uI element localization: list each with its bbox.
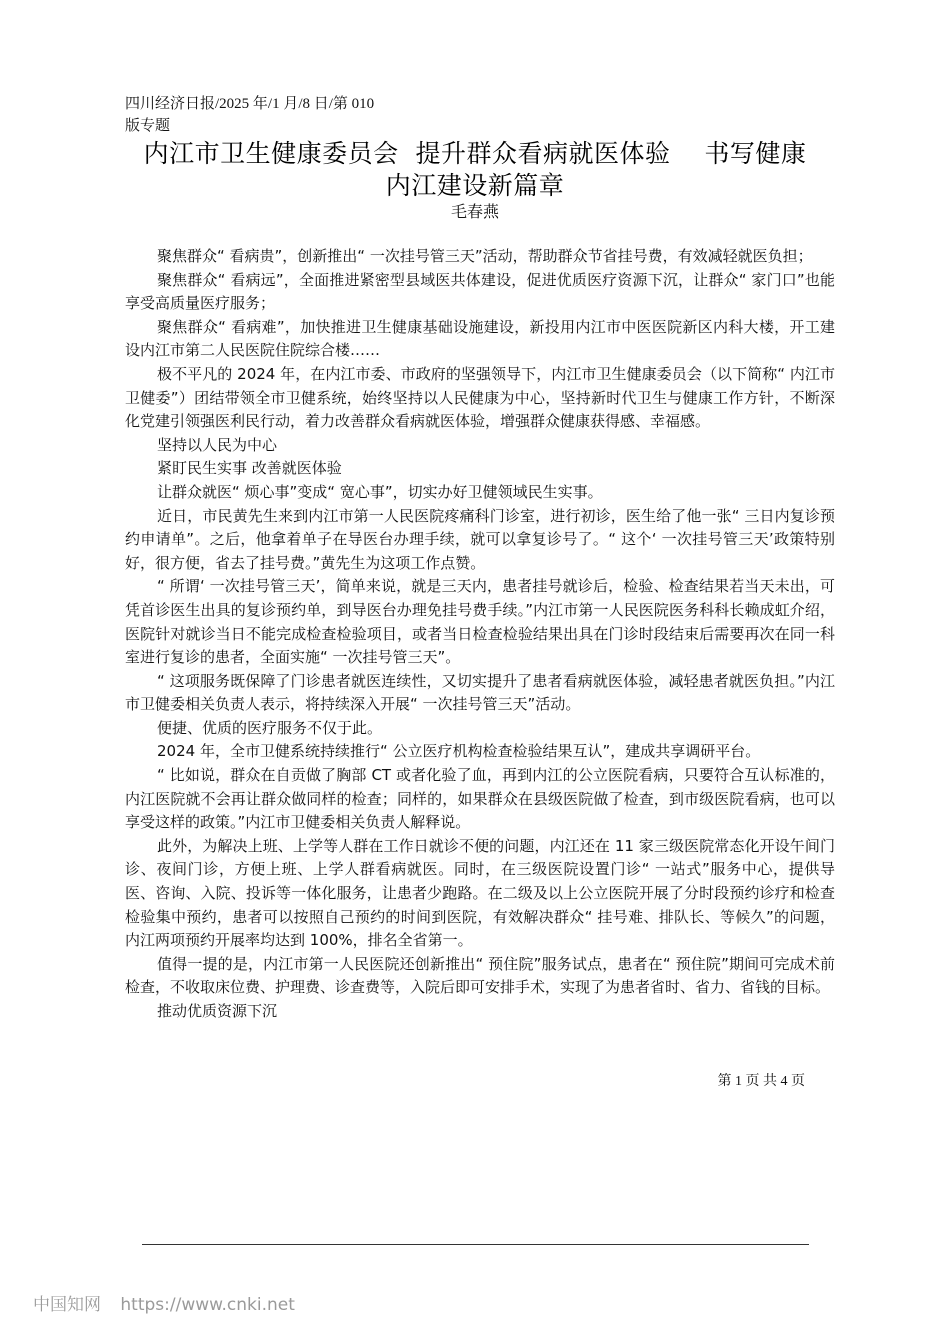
footer-divider bbox=[142, 1244, 809, 1245]
paragraph: 极不平凡的 2024 年，在内江市委、市政府的坚强领导下，内江市卫生健康委员会（以下简称“ 内江市卫健委”）团结带领全市卫健系统，始终坚持以人民健康为中心，坚持新时代卫生与健康工作方针，不断深化党建引领强医利民行动，着力改善群众看病就医体验，增强群众健康获得感、幸福感。 bbox=[125, 364, 835, 431]
title-line-2: 内江建设新篇章 bbox=[385, 171, 565, 200]
page-number: 第 1 页 共 4 页 bbox=[717, 1074, 805, 1089]
publication-source bbox=[125, 93, 425, 137]
section-heading: 坚持以人民为中心 bbox=[157, 435, 278, 454]
article-author: 毛春燕 bbox=[450, 202, 499, 221]
paragraph: 聚焦群众“ 看病难”，加快推进卫生健康基础设施建设，新投用内江市中医医院新区内科大楼，开工建设内江市第二人民医院住院综合楼…… bbox=[125, 317, 835, 360]
paragraph: 聚焦群众“ 看病贵”，创新推出“ 一次挂号管三天”活动，帮助群众节省挂号费，有效减轻就医负担； bbox=[157, 247, 813, 265]
source-line-2: 版专题 bbox=[125, 118, 171, 134]
article-title bbox=[120, 138, 830, 202]
paragraph: 近日，市民黄先生来到内江市第一人民医院疼痛科门诊室，进行初诊，医生给了他一张“ 三日内复诊预约申请单”。之后，他拿着单子在导医台办理手续，就可以拿复诊号了。“ 这个‘ 一次挂号管三天’政策特别好，很方便，省去了挂号费。”黄先生为这项工作点赞。 bbox=[125, 506, 835, 572]
paragraph: 值得一提的是，内江市第一人民医院还创新推出“ 预住院”服务试点，患者在“ 预住院”期间可完成术前检查，不收取床位费、护理费、诊查费等，入院后即可安排手术，实现了为患者省时、省力、省钱的目标。 bbox=[125, 954, 835, 997]
paragraph: “ 所谓‘ 一次挂号管三天’，简单来说，就是三天内，患者挂号就诊后，检验、检查结果若当天未出，可凭首诊医生出具的复诊预约单，到导医台办理免挂号费手续。”内江市第一人民医院医务科科长赖成虹介绍，医院针对就诊当日不能完成检查检验项目，或者当日检查检验结果出具在门诊时段结束后需要再次在同一科室进行复诊的患者，全面实施“ 一次挂号管三天”。 bbox=[125, 577, 835, 667]
watermark-url: https://www.cnki.net bbox=[120, 1295, 295, 1315]
title-line-1: 内江市卫生健康委员会 提升群众看病就医体验 书写健康 bbox=[143, 139, 807, 168]
article-body bbox=[125, 245, 835, 1024]
paragraph: “ 比如说，群众在自贡做了胸部 CT 或者化验了血，再到内江的公立医院看病，只要符合互认标准的，内江医院就不会再让群众做同样的检查；同样的，如果群众在县级医院做了检查，到市级医院看病，也可以享受这样的政策。”内江市卫健委相关负责人解释说。 bbox=[125, 766, 835, 832]
source-line-1: 四川经济日报/2025 年/1 月/8 日/第 010 bbox=[125, 96, 375, 112]
section-heading: 推动优质资源下沉 bbox=[157, 1002, 278, 1020]
paragraph: 2024 年，全市卫健系统持续推行“ 公立医疗机构检查检验结果互认”，建成共享调研平台。 bbox=[157, 742, 761, 761]
watermark-brand: 中国知网 bbox=[33, 1295, 101, 1315]
paragraph: 让群众就医“ 烦心事”变成“ 宽心事”，切实办好卫健领域民生实事。 bbox=[157, 482, 603, 501]
cnki-watermark bbox=[33, 1293, 295, 1317]
paragraph: 便捷、优质的医疗服务不仅于此。 bbox=[157, 718, 383, 737]
paragraph: 此外，为解决上班、上学等人群在工作日就诊不便的问题，内江还在 11 家三级医院常态化开设午间门诊、夜间门诊，方便上班、上学人群看病就医。同时，在三级医院设置门诊“ 一站式”服务中心，提供导医、咨询、入院、投诉等一体化服务，让患者少跑路。在二级及以上公立医院开展了分时段预约诊疗和检查检验集中预约，患者可以按照自己预约的时间到医院，有效解决群众“ 挂号难、排队长、等候久”的问题，内江两项预约开展率均达到 100%，排名全省第一。 bbox=[125, 836, 835, 950]
section-subheading: 紧盯民生实事 改善就医体验 bbox=[157, 459, 342, 478]
paragraph: “ 这项服务既保障了门诊患者就医连续性，又切实提升了患者看病就医体验，减轻患者就医负担。”内江市卫健委相关负责人表示，将持续深入开展“ 一次挂号管三天”活动。 bbox=[125, 671, 835, 714]
paragraph: 聚焦群众“ 看病远”，全面推进紧密型县域医共体建设，促进优质医疗资源下沉，让群众“ 家门口”也能享受高质量医疗服务； bbox=[125, 270, 835, 313]
